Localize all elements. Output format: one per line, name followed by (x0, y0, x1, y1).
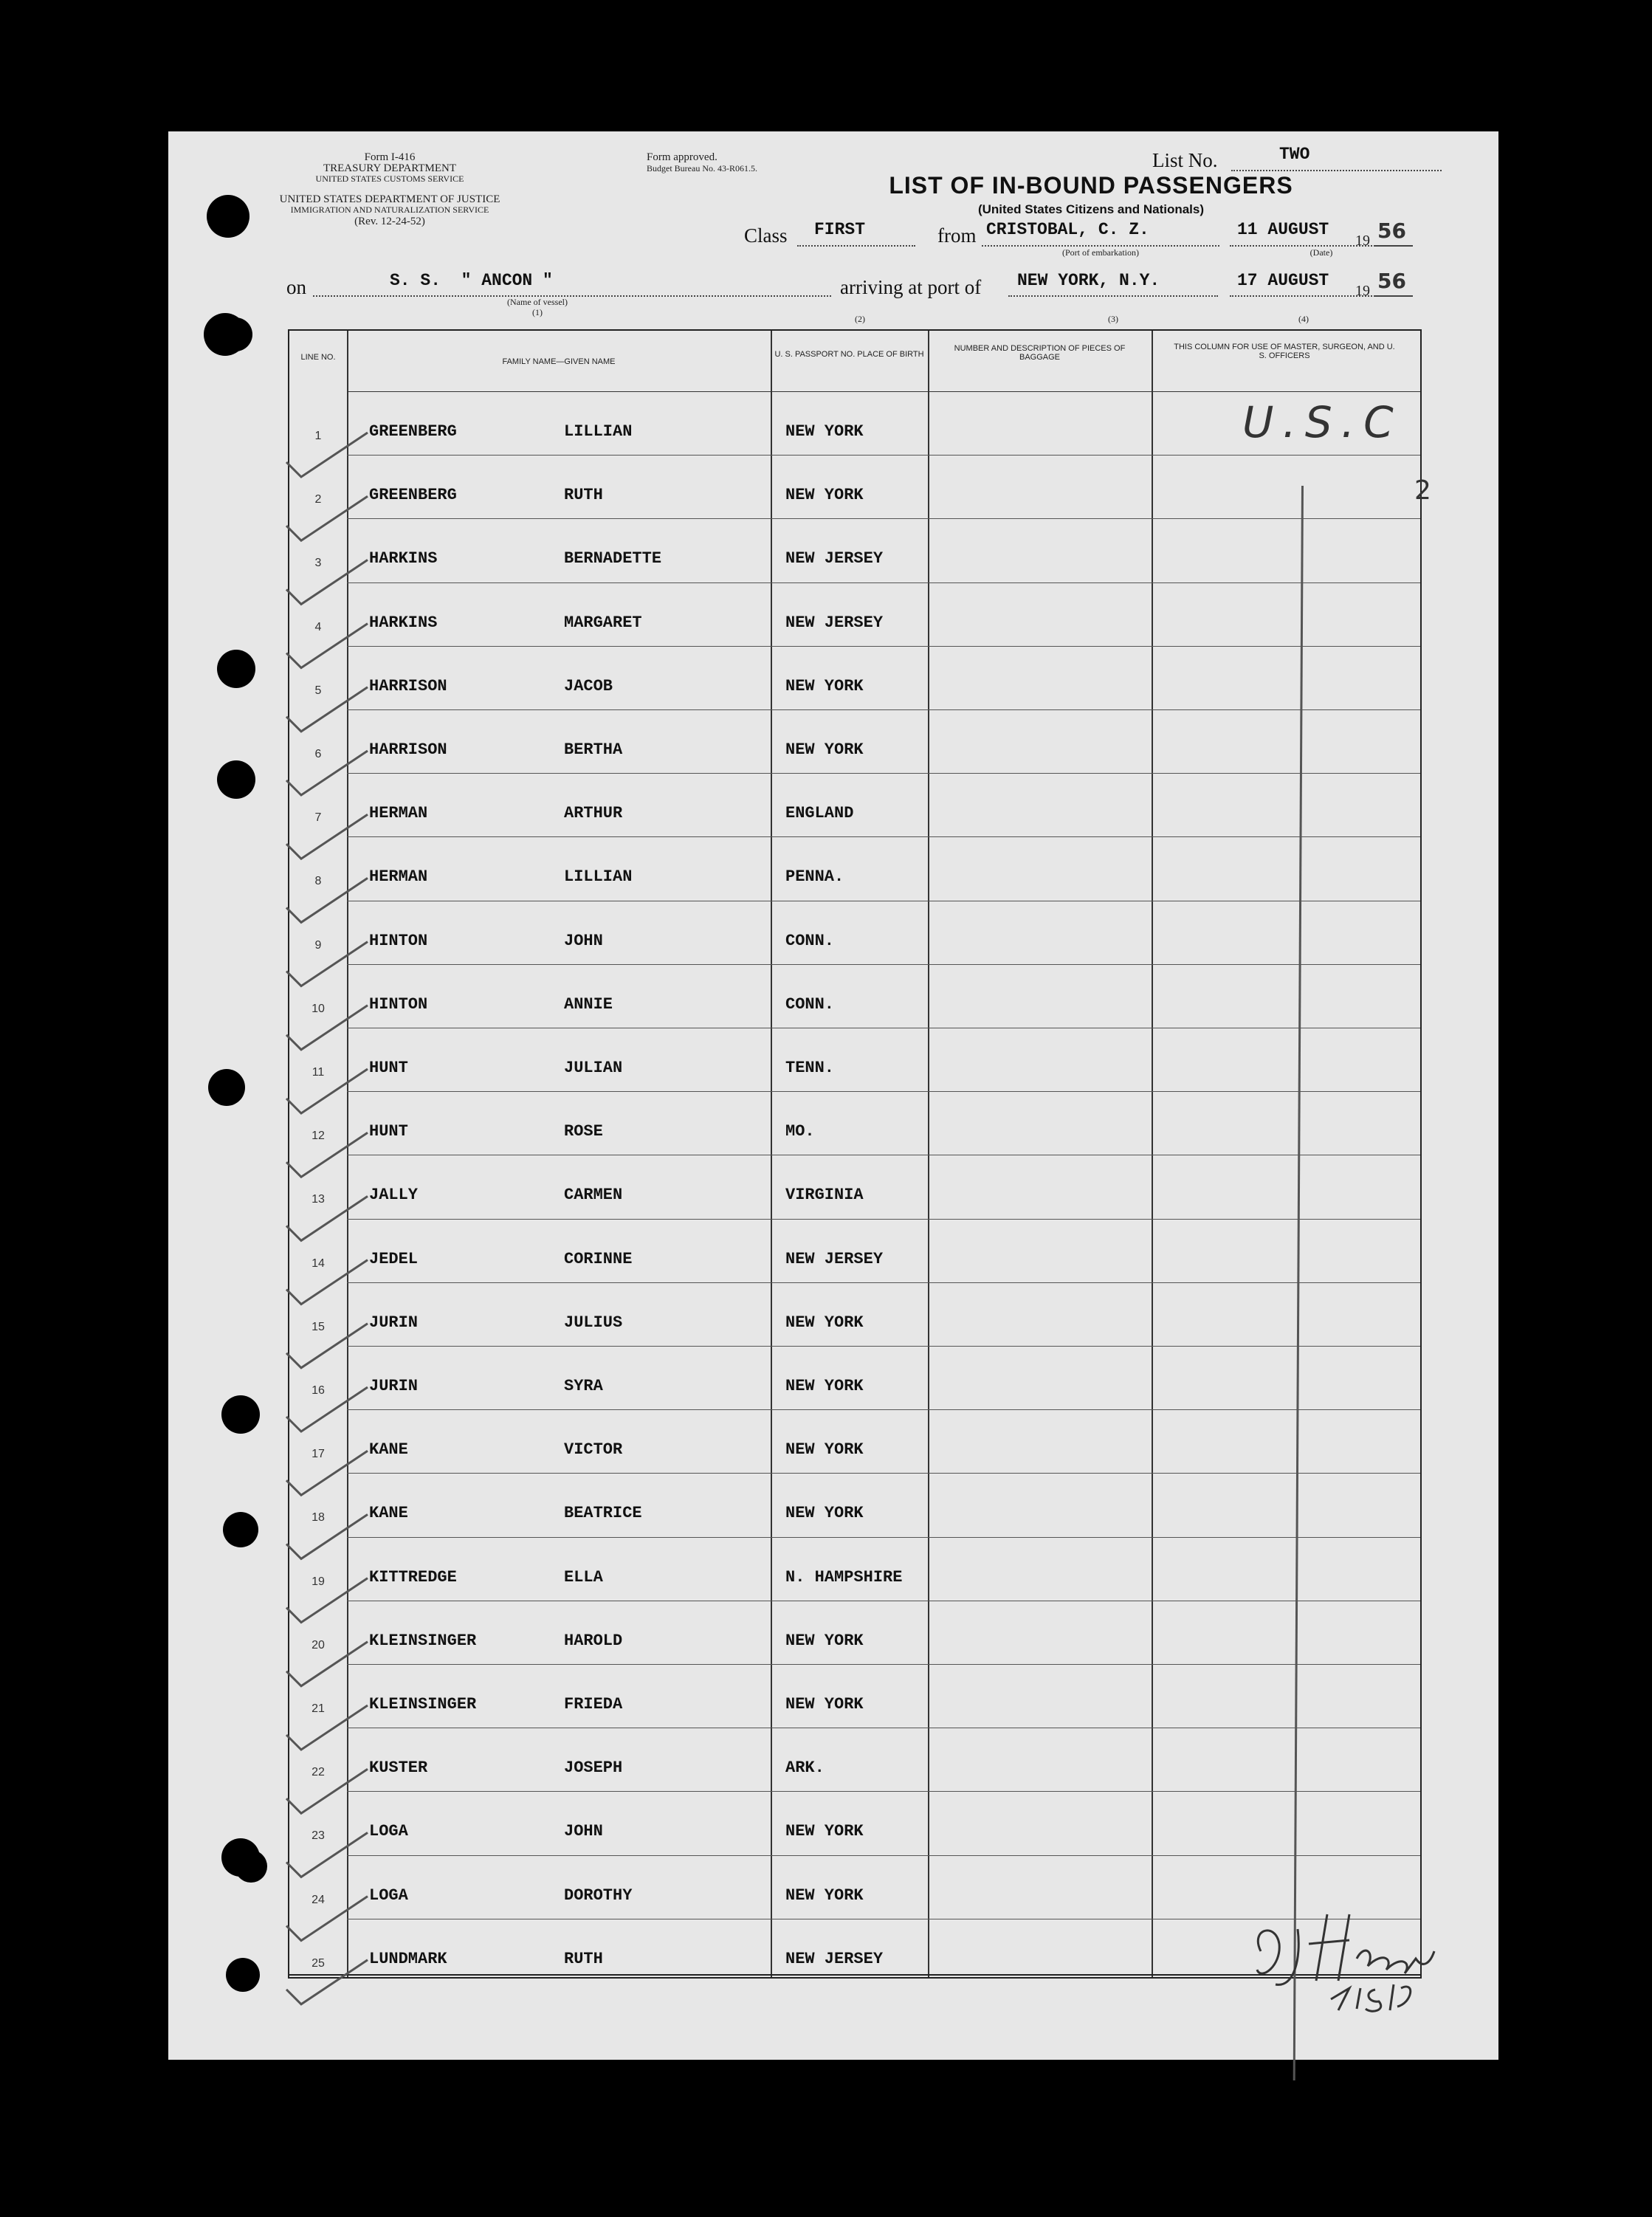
from-line (982, 245, 1219, 247)
given-name: SYRA (564, 1377, 603, 1395)
line-number: 25 (312, 1956, 325, 1970)
line-number: 24 (312, 1893, 325, 1906)
place-of-birth: NEW JERSEY (785, 1949, 884, 1968)
arriving-label: arriving at port of (840, 276, 982, 298)
check-mark (286, 942, 368, 986)
check-mark (286, 1069, 368, 1113)
given-name: ANNIE (564, 994, 613, 1014)
checkmarks-column (279, 382, 375, 2051)
check-mark (286, 1960, 368, 2004)
departure-date-value: 11 AUGUST (1237, 220, 1329, 239)
place-of-birth: NEW YORK (785, 1822, 864, 1841)
place-of-birth: MO. (785, 1122, 815, 1141)
given-name: MARGARET (564, 613, 642, 632)
check-mark (286, 1705, 368, 1750)
check-mark (286, 814, 368, 859)
place-of-birth: ARK. (785, 1759, 825, 1778)
given-name: JOSEPH (564, 1759, 623, 1778)
line-number: 20 (312, 1638, 325, 1651)
place-of-birth: NEW YORK (785, 1377, 864, 1395)
check-mark (286, 1132, 368, 1177)
caption-number-3: (3) (1108, 314, 1118, 324)
line-number: 3 (314, 557, 322, 570)
family-name: KUSTER (369, 1759, 428, 1778)
given-name: VICTOR (564, 1440, 623, 1460)
given-name: JULIUS (564, 1313, 623, 1332)
given-name: RUTH (564, 486, 603, 505)
row-divider (347, 1537, 1420, 1538)
line-number: 10 (312, 1002, 325, 1015)
family-name: KLEINSINGER (369, 1631, 477, 1650)
class-line (797, 245, 915, 247)
row-divider (347, 836, 1420, 837)
manifest-page (168, 131, 1498, 2060)
date-caption: (Date) (1309, 247, 1333, 258)
given-name: LILLIAN (564, 422, 633, 441)
header-officers: THIS COLUMN FOR USE OF MASTER, SURGEON, AND U. S. OFFICERS (1174, 343, 1395, 360)
place-of-birth: TENN. (785, 1059, 835, 1077)
row-divider (347, 1219, 1420, 1220)
department-of-justice: UNITED STATES DEPARTMENT OF JUSTICE (279, 193, 500, 205)
caption-number-2: (2) (855, 314, 865, 324)
form-number: Form I-416 (364, 151, 416, 163)
row-divider (347, 1346, 1420, 1347)
check-mark (286, 496, 368, 540)
family-name: LOGA (369, 1822, 408, 1841)
line-number: 2 (314, 493, 322, 506)
family-name: JURIN (369, 1377, 419, 1395)
passenger-table (288, 329, 1422, 1979)
place-of-birth: NEW YORK (785, 676, 864, 695)
year2-line (1375, 295, 1412, 297)
family-name: HINTON (369, 931, 428, 950)
punch-hole (226, 1958, 260, 1992)
family-name: GREENBERG (369, 486, 457, 505)
row-divider (347, 709, 1420, 710)
check-mark (286, 751, 368, 795)
budget-bureau-number: Budget Bureau No. 43-R061.5. (647, 163, 757, 173)
row-divider (347, 1855, 1420, 1856)
row-divider (347, 1473, 1420, 1474)
check-mark (286, 1769, 368, 1813)
arrival-year: 56 (1377, 269, 1406, 293)
check-mark (286, 1324, 368, 1368)
place-of-birth: NEW JERSEY (785, 613, 884, 632)
given-name: JOHN (564, 931, 603, 950)
family-name: GREENBERG (369, 422, 457, 441)
given-name: BERNADETTE (564, 549, 662, 568)
header-baggage: NUMBER AND DESCRIPTION OF PIECES OF BAGGAGE (954, 344, 1126, 362)
class-label: Class (744, 224, 788, 247)
immigration-service: IMMIGRATION AND NATURALIZATION SERVICE (290, 204, 489, 215)
family-name: JURIN (369, 1313, 419, 1332)
family-name: LOGA (369, 1886, 408, 1905)
place-of-birth: VIRGINIA (785, 1186, 864, 1205)
given-name: CARMEN (564, 1186, 623, 1205)
family-name: HUNT (369, 1122, 408, 1141)
place-of-birth: NEW YORK (785, 486, 864, 505)
place-of-birth: CONN. (785, 994, 835, 1014)
family-name: HARKINS (369, 613, 438, 632)
punch-hole (208, 1069, 245, 1106)
family-name: HINTON (369, 994, 428, 1014)
place-of-birth: ENGLAND (785, 804, 854, 823)
line-number: 18 (312, 1511, 325, 1525)
page-title: LIST OF IN-BOUND PASSENGERS (889, 172, 1293, 199)
family-name: JEDEL (369, 1249, 419, 1268)
list-no-line (1231, 170, 1442, 171)
line-number: 1 (314, 430, 322, 442)
given-name: FRIEDA (564, 1695, 623, 1714)
family-name: KITTREDGE (369, 1567, 457, 1587)
given-name: LILLIAN (564, 867, 633, 887)
family-name: LUNDMARK (369, 1949, 447, 1968)
line-number: 16 (312, 1384, 325, 1397)
line-number: 19 (312, 1575, 325, 1588)
place-of-birth: NEW YORK (785, 1440, 864, 1460)
row-divider (347, 1664, 1420, 1665)
place-of-birth: N. HAMPSHIRE (785, 1567, 903, 1587)
year1-line (1375, 245, 1412, 247)
line-number: 4 (314, 620, 322, 633)
vessel-line (313, 295, 831, 297)
embarkation-port-value: CRISTOBAL, C. Z. (986, 220, 1149, 239)
embarkation-caption: (Port of embarkation) (1062, 247, 1139, 258)
line-number: 22 (312, 1766, 325, 1779)
year-prefix-1: 19 (1355, 233, 1370, 249)
given-name: ARTHUR (564, 804, 623, 823)
officer-signature (1246, 1900, 1497, 2018)
place-of-birth: NEW YORK (785, 422, 864, 441)
year-prefix-2: 19 (1355, 283, 1370, 299)
row-divider (347, 582, 1420, 583)
check-mark (286, 624, 368, 668)
family-name: KANE (369, 1504, 408, 1523)
row-divider (347, 1091, 1420, 1092)
line-number: 6 (314, 748, 322, 760)
header-name: FAMILY NAME—GIVEN NAME (502, 357, 616, 366)
line-number: 21 (312, 1702, 325, 1715)
given-name: ELLA (564, 1567, 603, 1587)
line-number: 9 (314, 938, 322, 952)
punch-hole (217, 760, 255, 799)
line-number: 15 (312, 1320, 325, 1333)
given-name: ROSE (564, 1122, 603, 1141)
given-name: JOHN (564, 1822, 603, 1841)
check-mark (286, 1451, 368, 1495)
margin-count-mark: 2 (1414, 475, 1431, 506)
punch-hole (217, 650, 255, 688)
given-name: CORINNE (564, 1249, 633, 1268)
line-number: 23 (312, 1829, 325, 1843)
family-name: HARRISON (369, 740, 447, 759)
given-name: HAROLD (564, 1631, 623, 1650)
check-mark (286, 1642, 368, 1686)
header-line-no: LINE NO. (300, 353, 336, 362)
family-name: KANE (369, 1440, 408, 1460)
form-revision: (Rev. 12-24-52) (354, 216, 425, 227)
port-line (1008, 295, 1218, 297)
place-of-birth: NEW YORK (785, 1504, 864, 1523)
customs-service: UNITED STATES CUSTOMS SERVICE (315, 173, 464, 184)
row-divider (347, 1282, 1420, 1283)
given-name: JULIAN (564, 1059, 623, 1077)
line-number: 17 (312, 1448, 325, 1461)
treasury-department: TREASURY DEPARTMENT (323, 162, 457, 174)
punch-hole (218, 317, 252, 351)
line-number: 7 (314, 811, 322, 825)
place-of-birth: NEW YORK (785, 1631, 864, 1650)
given-name: JACOB (564, 676, 613, 695)
check-mark (286, 1514, 368, 1558)
place-of-birth: NEW YORK (785, 740, 864, 759)
check-mark (286, 687, 368, 732)
check-mark (286, 1260, 368, 1305)
check-mark (286, 1897, 368, 1941)
caption-number-4: (4) (1298, 314, 1309, 324)
place-of-birth: NEW JERSEY (785, 1249, 884, 1268)
family-name: HUNT (369, 1059, 408, 1077)
line-number: 12 (312, 1130, 325, 1143)
place-of-birth: PENNA. (785, 867, 844, 887)
family-name: HARRISON (369, 676, 447, 695)
row-divider (347, 646, 1420, 647)
row-divider (347, 964, 1420, 965)
place-of-birth: CONN. (785, 931, 835, 950)
place-of-birth: NEW YORK (785, 1695, 864, 1714)
place-of-birth: NEW YORK (785, 1886, 864, 1905)
check-mark (286, 878, 368, 922)
list-no-label: List No. (1152, 149, 1218, 171)
vessel-name-value: S. S. " ANCON " (390, 271, 553, 290)
row-divider (347, 1409, 1420, 1410)
given-name: RUTH (564, 1949, 603, 1968)
list-no-value: TWO (1279, 145, 1310, 164)
punch-hole (223, 1512, 258, 1547)
check-mark (286, 433, 368, 477)
class-value: FIRST (814, 220, 866, 239)
row-divider (347, 455, 1420, 456)
check-mark (286, 1387, 368, 1431)
family-name: KLEINSINGER (369, 1695, 477, 1714)
given-name: BERTHA (564, 740, 623, 759)
line-number: 5 (314, 684, 322, 697)
punch-hole (221, 1395, 260, 1434)
vessel-caption: (Name of vessel) (507, 297, 568, 307)
header-passport-birth: U. S. PASSPORT NO. PLACE OF BIRTH (774, 350, 924, 359)
check-mark (286, 560, 368, 604)
given-name: DOROTHY (564, 1886, 633, 1905)
arrival-date-value: 17 AUGUST (1237, 271, 1329, 290)
family-name: HERMAN (369, 867, 428, 887)
family-name: HARKINS (369, 549, 438, 568)
departure-year: 56 (1377, 219, 1406, 243)
line-number: 11 (312, 1066, 325, 1079)
line-number: 14 (312, 1257, 325, 1270)
arrival-port-value: NEW YORK, N.Y. (1017, 271, 1160, 290)
row-divider (347, 1791, 1420, 1792)
page-subtitle: (United States Citizens and Nationals) (977, 202, 1205, 216)
officer-handwritten-mark: U.S.C (1242, 397, 1403, 447)
row-divider (347, 518, 1420, 519)
check-mark (286, 1832, 368, 1877)
check-mark (286, 1578, 368, 1623)
row-divider (347, 773, 1420, 774)
from-label: from (937, 224, 977, 247)
family-name: JALLY (369, 1186, 419, 1205)
on-label: on (286, 276, 306, 298)
place-of-birth: NEW JERSEY (785, 549, 884, 568)
check-mark (286, 1196, 368, 1240)
punch-hole (207, 195, 249, 238)
line-number: 8 (314, 875, 322, 888)
punch-hole (235, 1850, 267, 1883)
place-of-birth: NEW YORK (785, 1313, 864, 1332)
check-mark (286, 1006, 368, 1050)
vessel-caption-number: (1) (532, 307, 543, 317)
form-approved: Form approved. (647, 151, 717, 163)
line-number: 13 (312, 1193, 325, 1206)
family-name: HERMAN (369, 804, 428, 823)
given-name: BEATRICE (564, 1504, 642, 1523)
